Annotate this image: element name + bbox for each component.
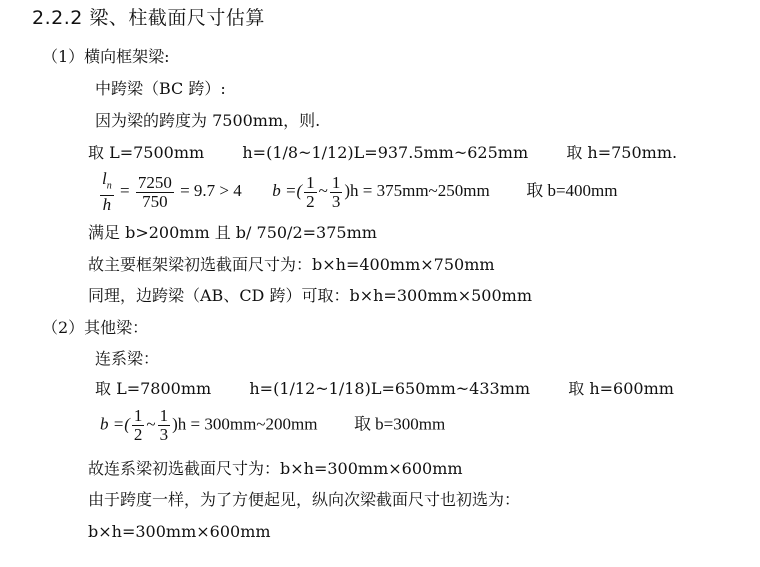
take-length: 取 L=7500mm: [88, 143, 205, 162]
secondary-beam-reason: 由于跨度一样，为了方便起见，纵向次梁截面尺寸也初选为：: [88, 490, 521, 509]
take-height: 取 h=750mm.: [566, 143, 678, 162]
width-formula-prefix: b =(: [272, 181, 303, 201]
width-fraction-half: [304, 174, 317, 211]
take-width: 取 b=400mm: [526, 181, 618, 201]
tie-width-fraction-half: [132, 407, 145, 444]
main-beam-result: 故主要框架梁初选截面尺寸为：b×h=400mm×750mm: [88, 255, 495, 274]
tie-height-expression: h=(1/12~1/18)L=650mm~433mm: [249, 379, 531, 398]
secondary-beam-result: b×h=300mm×600mm: [88, 522, 271, 541]
width-fraction-1-den: 2: [306, 191, 315, 211]
tie-beam-height-calc-line: [95, 379, 674, 399]
width-tilde: ~: [318, 181, 328, 201]
width-fraction-2-den: 3: [331, 191, 341, 211]
tie-width-fraction-1-den: 2: [133, 425, 143, 444]
tie-take-width: 取 b=300mm: [353, 414, 446, 434]
beam-height-calc-line: [88, 143, 677, 163]
tie-width-fraction-2-num: 1: [159, 406, 169, 425]
tie-width-fraction-third: [158, 407, 171, 444]
height-expression: h=(1/8~1/12)L=937.5mm~625mm: [242, 143, 529, 162]
tie-width-formula-suffix: )h = 300mm~200mm: [172, 414, 318, 434]
tie-take-height: 取 h=600mm: [568, 379, 674, 398]
width-condition: 满足 b>200mm 且 b/ 750/2=375mm: [88, 223, 377, 242]
ratio-denominator: h: [102, 195, 112, 215]
tie-beam-result: 故连系梁初选截面尺寸为：b×h=300mm×600mm: [88, 459, 463, 478]
tie-width-formula-prefix: b =(: [100, 414, 130, 434]
ratio-fraction-ln-over-h: [100, 170, 114, 214]
tie-take-length: 取 L=7800mm: [95, 379, 212, 398]
tie-width-fraction-2-den: 3: [159, 425, 169, 444]
width-formula-suffix: )h = 375mm~250mm: [344, 181, 490, 201]
tie-width-fraction-1-num: 1: [133, 406, 143, 425]
ratio-numerator-subscript: n: [106, 180, 112, 192]
span-reason: 因为梁的跨度为 7500mm，则.: [95, 111, 321, 130]
part2-heading: （2）其他梁：: [42, 318, 149, 337]
tie-width-tilde: ~: [146, 414, 156, 434]
part1-heading: （1）横向框架梁:: [42, 47, 170, 66]
ratio-value-denominator: 750: [142, 191, 168, 211]
mid-span-label: 中跨梁（BC 跨）:: [95, 79, 226, 98]
ratio-result: = 9.7 > 4: [180, 181, 242, 201]
side-span-result: 同理，边跨梁（AB、CD 跨）可取：b×h=300mm×500mm: [88, 286, 533, 305]
ratio-value-numerator: 7250: [137, 172, 172, 192]
ratio-formula: $\frac{l_n}{h}$ = $\frac{7250}{750}$ = 9.7 > 4 b =( $\frac{1}{2}$ ~ $\frac{1}{3}$ )h = 375mm~250mm 取 b=400mm: [102, 169, 618, 215]
width-fraction-third: [330, 174, 343, 211]
section-title: 2.2.2 梁、柱截面尺寸估算: [32, 7, 265, 29]
tie-width-formula: [100, 407, 445, 451]
ratio-fraction-values: [136, 174, 174, 211]
ratio-numerator: l: [102, 169, 107, 188]
width-fraction-2-num: 1: [331, 172, 341, 192]
tie-beam-label: 连系梁：: [95, 349, 160, 368]
width-fraction-1-num: 1: [306, 172, 315, 192]
